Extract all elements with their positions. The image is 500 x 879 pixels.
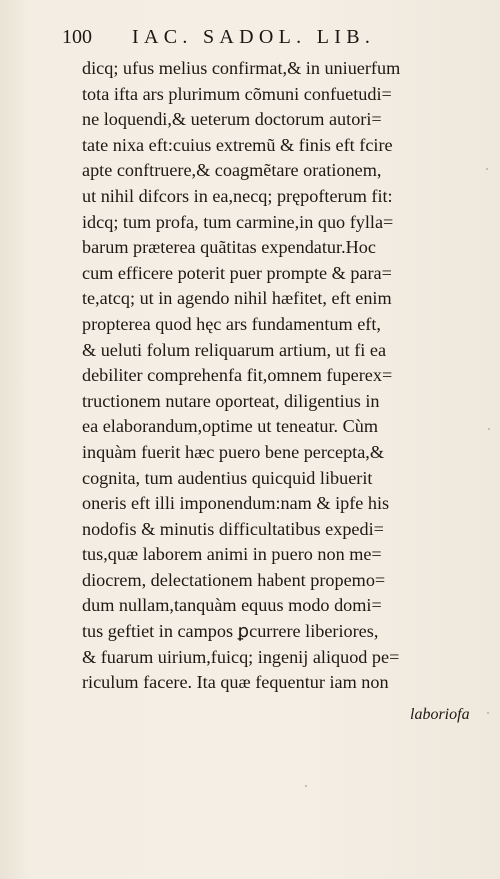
text-line: tus,quæ laborem animi in puero non me= xyxy=(82,544,382,565)
text-line: inquàm fuerit hæc puero bene percepta,& xyxy=(82,441,384,462)
text-line: ne loquendi,& ueterum doctorum autori= xyxy=(82,109,382,130)
margin-speck xyxy=(486,168,488,170)
text-line: idcq; tum profa, tum carmine,in quo fylla= xyxy=(82,211,394,232)
text-line: propterea quod hęc ars fundamentum eft, xyxy=(82,313,381,334)
text-line: tus geftiet in campos ꝑcurrere liberiores, xyxy=(82,621,379,642)
text-line: tota ifta ars plurimum cõmuni confuetudi= xyxy=(82,83,392,104)
text-line: tructionem nutare oporteat, diligentius in xyxy=(82,390,380,411)
text-line: cum efficere poterit puer prompte & para= xyxy=(82,262,392,283)
text-line: diocrem, delectationem habent propemo= xyxy=(82,569,386,590)
text-line: nodofis & minutis difficultatibus expedi= xyxy=(82,518,384,539)
text-line: apte conftruere,& coagmẽtare orationem, xyxy=(82,160,382,181)
running-title: IAC. SADOL. LIB. xyxy=(132,26,376,48)
margin-speck xyxy=(305,785,307,787)
text-line: dum nullam,tanquàm equus modo domi= xyxy=(82,595,382,616)
text-line: cognita, tum audentius quicquid libuerit xyxy=(82,467,373,488)
text-line: debiliter comprehenfa fit,omnem fuperex= xyxy=(82,365,393,386)
text-line: barum præterea quãtitas expendatur.Hoc xyxy=(82,237,376,258)
text-line: & fuarum uirium,fuicq; ingenij aliquod pe= xyxy=(82,646,400,667)
body-text xyxy=(82,56,482,696)
text-line: ea elaborandum,optime ut teneatur. Cùm xyxy=(82,416,378,437)
catchword: laboriofa xyxy=(410,706,470,723)
text-line: oneris eft illi imponendum:nam & ipfe his xyxy=(82,493,390,514)
margin-speck xyxy=(487,712,489,714)
text-line: tate nixa eft:cuius extremũ & finis eft fcire xyxy=(82,134,393,155)
text-line: dicq; ufus melius confirmat,& in uniuerfum xyxy=(82,58,401,78)
page-header xyxy=(62,22,442,52)
text-line: & ueluti folum reliquarum artium, ut fi ea xyxy=(82,339,387,360)
margin-speck xyxy=(488,428,490,430)
page-number: 100 xyxy=(62,26,92,48)
text-line: riculum facere. Ita quæ fequentur iam non xyxy=(82,672,389,693)
text-line: te,atcq; ut in agendo nihil hæfitet, eft enim xyxy=(82,288,392,309)
text-line: ut nihil difcors in ea,necq; prępofterum fit: xyxy=(82,185,393,206)
